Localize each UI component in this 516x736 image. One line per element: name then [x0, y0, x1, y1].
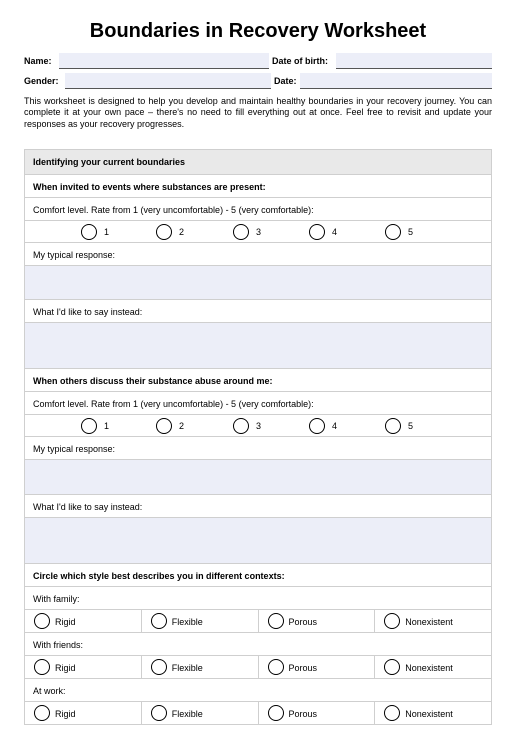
typical-response-field-1[interactable] [25, 266, 491, 300]
context-family-text: With family: [33, 594, 80, 604]
style-option-nonexistent[interactable]: Nonexistent [375, 702, 491, 724]
question-2-text: When others discuss their substance abuse around me: [33, 376, 273, 386]
rating-row-2: 1 2 3 4 5 [25, 415, 491, 437]
radio-circle-icon[interactable] [268, 659, 284, 675]
instead-label-1 [25, 300, 491, 323]
rating-row-1: 1 2 3 4 5 [25, 221, 491, 243]
page-title: Boundaries in Recovery Worksheet [89, 20, 427, 42]
typical-response-text: My typical response: [33, 250, 116, 260]
style-option-rigid[interactable]: Rigid [25, 610, 142, 632]
radio-circle-icon[interactable] [156, 418, 172, 434]
name-field[interactable] [59, 53, 269, 69]
radio-circle-icon[interactable] [151, 613, 167, 629]
instead-label-2 [25, 495, 491, 518]
typical-response-text: My typical response: [33, 444, 116, 454]
context-label-family [25, 587, 491, 610]
style-option-rigid[interactable]: Rigid [25, 702, 142, 724]
name-label: Name: [24, 56, 52, 66]
section-heading-text: Identifying your current boundaries [33, 157, 186, 167]
style-option-flexible[interactable]: Flexible [142, 610, 259, 632]
question-2 [25, 369, 491, 392]
dob-label: Date of birth: [272, 56, 328, 66]
style-row-work [25, 702, 491, 725]
instead-text: What I'd like to say instead: [33, 307, 143, 317]
typical-response-field-2[interactable] [25, 460, 491, 495]
style-option-flexible[interactable]: Flexible [142, 702, 259, 724]
radio-circle-icon[interactable] [233, 224, 249, 240]
date-field[interactable] [300, 73, 492, 89]
radio-circle-icon[interactable] [384, 659, 400, 675]
radio-circle-icon[interactable] [268, 613, 284, 629]
style-row-friends [25, 656, 491, 679]
radio-circle-icon[interactable] [309, 418, 325, 434]
radio-circle-icon[interactable] [151, 705, 167, 721]
dob-field[interactable] [336, 53, 492, 69]
date-label: Date: [274, 76, 297, 86]
style-option-porous[interactable]: Porous [259, 610, 376, 632]
typical-response-label-1 [25, 243, 491, 266]
radio-circle-icon[interactable] [309, 224, 325, 240]
radio-circle-icon[interactable] [268, 705, 284, 721]
comfort-label-1 [25, 198, 491, 221]
style-question-text: Circle which style best describes you in different contexts: [33, 571, 285, 581]
name-dob-row [24, 53, 492, 69]
comfort-label-2 [25, 392, 491, 415]
worksheet-form [24, 149, 492, 725]
context-label-work [25, 679, 491, 702]
radio-circle-icon[interactable] [34, 659, 50, 675]
radio-circle-icon[interactable] [34, 613, 50, 629]
radio-circle-icon[interactable] [81, 418, 97, 434]
radio-circle-icon[interactable] [156, 224, 172, 240]
radio-circle-icon[interactable] [233, 418, 249, 434]
radio-circle-icon[interactable] [384, 613, 400, 629]
radio-circle-icon[interactable] [81, 224, 97, 240]
style-option-rigid[interactable]: Rigid [25, 656, 142, 678]
style-option-nonexistent[interactable]: Nonexistent [375, 610, 491, 632]
style-option-nonexistent[interactable]: Nonexistent [375, 656, 491, 678]
gender-field[interactable] [65, 73, 271, 89]
question-1 [25, 175, 491, 198]
context-friends-text: With friends: [33, 640, 84, 650]
style-question [25, 564, 491, 587]
instead-text: What I'd like to say instead: [33, 502, 143, 512]
context-label-friends [25, 633, 491, 656]
style-option-porous[interactable]: Porous [259, 702, 376, 724]
comfort-label-text: Comfort level. Rate from 1 (very uncomfortable) - 5 (very comfortable): [33, 205, 314, 215]
instead-field-2[interactable] [25, 518, 491, 564]
radio-circle-icon[interactable] [384, 705, 400, 721]
radio-circle-icon[interactable] [151, 659, 167, 675]
radio-circle-icon[interactable] [385, 224, 401, 240]
typical-response-label-2 [25, 437, 491, 460]
style-option-porous[interactable]: Porous [259, 656, 376, 678]
comfort-label-text: Comfort level. Rate from 1 (very uncomfortable) - 5 (very comfortable): [33, 399, 314, 409]
section-heading [25, 150, 491, 175]
intro-text: This worksheet is designed to help you develop and maintain healthy boundaries in your recovery journey. You can complete it at your own pace – there's no need to fill everything out at once. Feel free to revisit and update your responses as your recovery progresses. [24, 96, 492, 129]
instead-field-1[interactable] [25, 323, 491, 369]
radio-circle-icon[interactable] [34, 705, 50, 721]
context-work-text: At work: [33, 686, 66, 696]
question-1-text: When invited to events where substances are present: [33, 182, 266, 192]
style-option-flexible[interactable]: Flexible [142, 656, 259, 678]
style-row-family [25, 610, 491, 633]
radio-circle-icon[interactable] [385, 418, 401, 434]
gender-label: Gender: [24, 76, 59, 86]
gender-date-row [24, 73, 492, 89]
